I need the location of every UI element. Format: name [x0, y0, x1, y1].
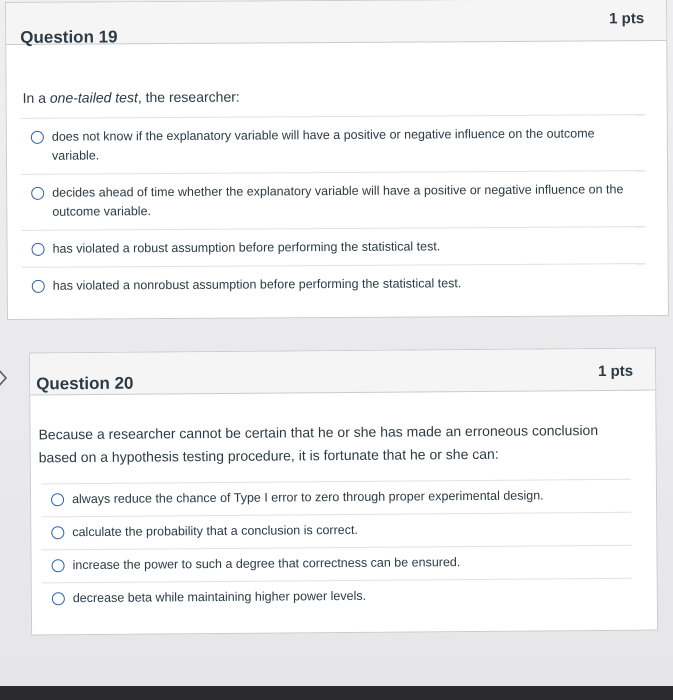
- question-points: 1 pts: [609, 10, 645, 28]
- radio-button-icon[interactable]: [32, 243, 45, 256]
- answer-option[interactable]: [41, 512, 631, 550]
- question-text: Because a researcher cannot be certain that he or she has made an erroneous conclusion based on a hypothesis testing procedure, it is fortunate that he or she can:: [38, 421, 599, 466]
- question-title: Question 20: [36, 373, 134, 394]
- answer-label: has violated a nonrobust assumption before performing the statistical test.: [52, 276, 462, 293]
- radio-button-icon[interactable]: [31, 131, 44, 144]
- answer-option[interactable]: [41, 479, 631, 517]
- answer-option[interactable]: [22, 263, 646, 304]
- question-card-19: [5, 0, 669, 320]
- question-header: [30, 349, 655, 396]
- answer-option[interactable]: [21, 226, 645, 267]
- answer-option[interactable]: [42, 578, 632, 616]
- answer-list: [21, 114, 646, 304]
- question-text-emphasis: one-tailed test: [49, 89, 138, 106]
- answer-label: decrease beta while maintaining higher power levels.: [72, 588, 367, 606]
- radio-button-icon[interactable]: [51, 526, 64, 539]
- answer-option[interactable]: [21, 170, 645, 230]
- question-title: Question 19: [20, 27, 118, 47]
- answer-label: increase the power to such a degree that correctness can be ensured.: [72, 555, 461, 573]
- answer-option[interactable]: [41, 545, 631, 583]
- answer-list: [41, 479, 632, 616]
- radio-button-icon[interactable]: [31, 187, 44, 200]
- answer-label: always reduce the chance of Type I error to zero through proper experimental design.: [71, 488, 544, 507]
- radio-button-icon[interactable]: [52, 559, 65, 572]
- question-header: [6, 0, 666, 45]
- radio-button-icon[interactable]: [32, 280, 45, 293]
- question-text-suffix: , the researcher:: [137, 88, 240, 106]
- question-points: 1 pts: [597, 362, 634, 380]
- radio-button-icon[interactable]: [51, 493, 64, 506]
- screen-bezel: [0, 686, 673, 700]
- question-text-prefix: In a: [22, 89, 50, 106]
- chevron-right-icon: [0, 366, 8, 390]
- answer-option[interactable]: [21, 114, 645, 174]
- radio-button-icon[interactable]: [52, 592, 65, 605]
- question-text: [23, 83, 643, 109]
- answer-label: does not know if the explanatory variable will have a positive or negative influence on the outcome variable.: [51, 126, 595, 163]
- answer-label: has violated a robust assumption before performing the statistical test.: [52, 239, 441, 256]
- answer-label: calculate the probability that a conclusion is correct.: [72, 522, 358, 540]
- question-card-20: [29, 348, 658, 636]
- answer-label: decides ahead of time whether the explanatory variable will have a positive or negative influence on the outcome variable.: [52, 182, 624, 219]
